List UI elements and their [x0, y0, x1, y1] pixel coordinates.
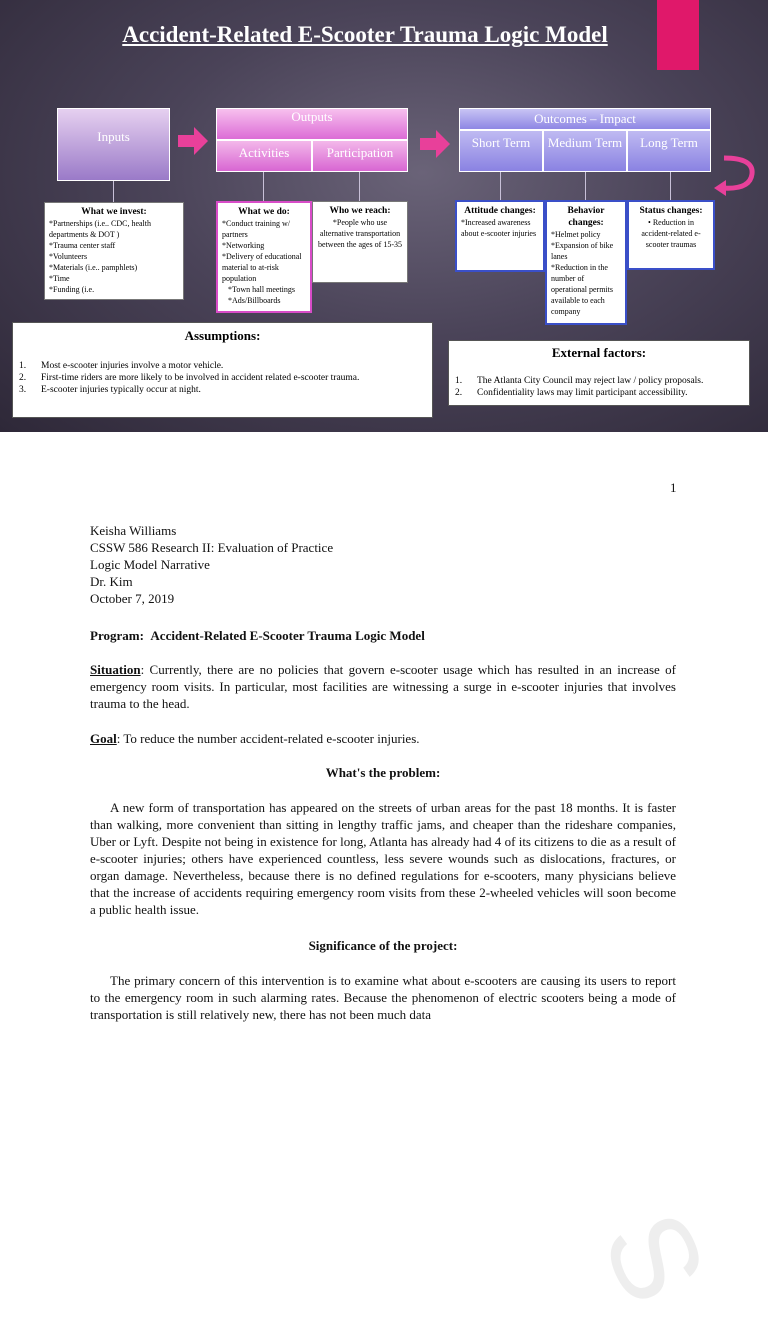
- participation-header: Participation: [312, 140, 408, 172]
- significance-paragraph: The primary concern of this intervention is to examine what about e-scooters are causing its users to report to the emergency room in such alarming rates. Because the phenomenon of electric scooters being a mode of transportation is still relatively new, there has not been much data: [90, 973, 676, 1022]
- goal-label: Goal: [90, 731, 117, 746]
- do-item: *Ads/Billboards: [228, 296, 281, 305]
- header-title: Logic Model Narrative: [90, 557, 210, 572]
- outcomes-header: Outcomes – Impact: [459, 108, 711, 130]
- slide-title: Accident-Related E-Scooter Trauma Logic Model: [122, 22, 608, 47]
- page-number: 1: [670, 480, 677, 495]
- external-heading: External factors:: [551, 345, 647, 360]
- medium-term-header: Medium Term: [543, 130, 627, 172]
- invest-item: *Volunteers: [49, 252, 88, 261]
- significance-heading: Significance of the project:: [308, 938, 458, 953]
- arrow-right-icon: [420, 130, 450, 158]
- external-factors-box: [448, 340, 750, 406]
- inputs-header: Inputs: [57, 108, 170, 181]
- behavior-item: *Expansion of bike lanes: [551, 241, 614, 261]
- assumption-item: 1. Most e-scooter injuries involve a motor vehicle.: [19, 361, 224, 371]
- outputs-header: Outputs: [216, 108, 408, 140]
- connector-line: [670, 172, 671, 200]
- narrative-page: [0, 432, 768, 1323]
- assumption-item: 3. E-scooter injuries typically occur at night.: [19, 385, 201, 395]
- activities-box: [216, 201, 312, 313]
- goal-paragraph: [90, 730, 676, 747]
- do-item: *Conduct training w/ partners: [222, 219, 290, 239]
- behavior-box: [545, 200, 627, 325]
- do-heading: What we do:: [238, 207, 290, 217]
- behavior-item: *Reduction in the number of operational permits available to each company: [551, 263, 613, 316]
- attitude-box: [455, 200, 545, 272]
- problem-heading: What's the problem:: [325, 765, 441, 780]
- reach-text: *People who use alternative transportation between the ages of 15-35: [318, 218, 402, 249]
- activities-header: Activities: [216, 140, 312, 172]
- connector-line: [359, 172, 360, 202]
- header-instructor: Dr. Kim: [90, 574, 133, 589]
- situation-text: : Currently, there are no policies that govern e-scooter usage which has resulted in an increase of emergency room visits. In particular, most facilities are witnessing a surge in e-scooter injuries that involves trauma to the head.: [90, 662, 676, 711]
- invest-heading: What we invest:: [81, 207, 147, 217]
- reach-heading: Who we reach:: [329, 206, 391, 216]
- arrow-right-icon: [178, 127, 208, 155]
- invest-item: *Funding (i.e.: [49, 285, 95, 294]
- goal-text: : To reduce the number accident-related e-scooter injuries.: [116, 731, 420, 746]
- behavior-heading: Behavior changes:: [567, 206, 605, 228]
- do-item: *Town hall meetings: [228, 285, 295, 294]
- attitude-text: *Increased awareness about e-scooter injuries: [461, 218, 537, 238]
- program-line: [90, 627, 676, 644]
- header-course: CSSW 586 Research II: Evaluation of Practice: [90, 540, 334, 555]
- short-term-header: Short Term: [459, 130, 543, 172]
- reach-box: [312, 201, 408, 283]
- long-term-header: Long Term: [627, 130, 711, 172]
- assumptions-box: [12, 322, 433, 418]
- status-text-value: Reduction in accident-related e-scooter traumas: [641, 218, 701, 249]
- connector-line: [263, 172, 264, 202]
- attitude-heading: Attitude changes:: [464, 206, 536, 216]
- do-item: *Networking: [222, 241, 265, 250]
- assumptions-heading: Assumptions:: [184, 328, 261, 343]
- connector-line: [113, 181, 114, 203]
- watermark: S: [576, 1192, 733, 1323]
- status-heading: Status changes:: [639, 206, 703, 216]
- loop-arrow-icon: [714, 152, 756, 196]
- logic-model-slide: [0, 0, 768, 432]
- invest-box: [44, 202, 184, 300]
- program-value: Accident-Related E-Scooter Trauma Logic Model: [150, 628, 425, 643]
- invest-item: *Trauma center staff: [49, 241, 116, 250]
- invest-item: *Materials (i.e.. pamphlets): [49, 263, 138, 272]
- invest-item: *Partnerships (i.e.. CDC, health departments & DOT ): [49, 219, 151, 239]
- external-item: 1. The Atlanta City Council may reject law / policy proposals.: [455, 376, 704, 386]
- do-item: *Delivery of educational material to at-risk population: [222, 252, 302, 283]
- invest-item: *Time: [49, 274, 70, 283]
- connector-line: [585, 172, 586, 200]
- problem-paragraph: A new form of transportation has appeared on the streets of urban areas for the past 18 months. It is faster than walking, more convenient than sitting in lengthy traffic jams, and cheaper than the rideshare companies, Uber or Lyft. Despite not being in existence for long, Atlanta has already had 4 of its citizens to die as a result of e-scooter injuries; others have experienced countless, less severe wounds such as dislocations, fractures, or organ damage. Nevertheless, because there is no defined regulations for e-scooters, many physicians believe that the increase of accidents requiring emergency room visits from these 2-wheeled vehicles will soon become a public health issue.: [90, 800, 676, 917]
- external-item: 2. Confidentiality laws may limit participant accessibility.: [455, 388, 688, 398]
- program-label: Program:: [90, 628, 144, 643]
- status-box: [627, 200, 715, 270]
- situation-label: Situation: [90, 662, 141, 677]
- header-name: Keisha Williams: [90, 523, 177, 538]
- situation-paragraph: [90, 661, 676, 712]
- status-text: • Reduction in accident-related e-scooter traumas: [641, 218, 701, 249]
- connector-line: [500, 172, 501, 200]
- behavior-item: *Helmet policy: [551, 230, 601, 239]
- header-date: October 7, 2019: [90, 591, 175, 606]
- assumption-item: 2. First-time riders are more likely to be involved in accident related e-scooter trauma.: [19, 373, 360, 383]
